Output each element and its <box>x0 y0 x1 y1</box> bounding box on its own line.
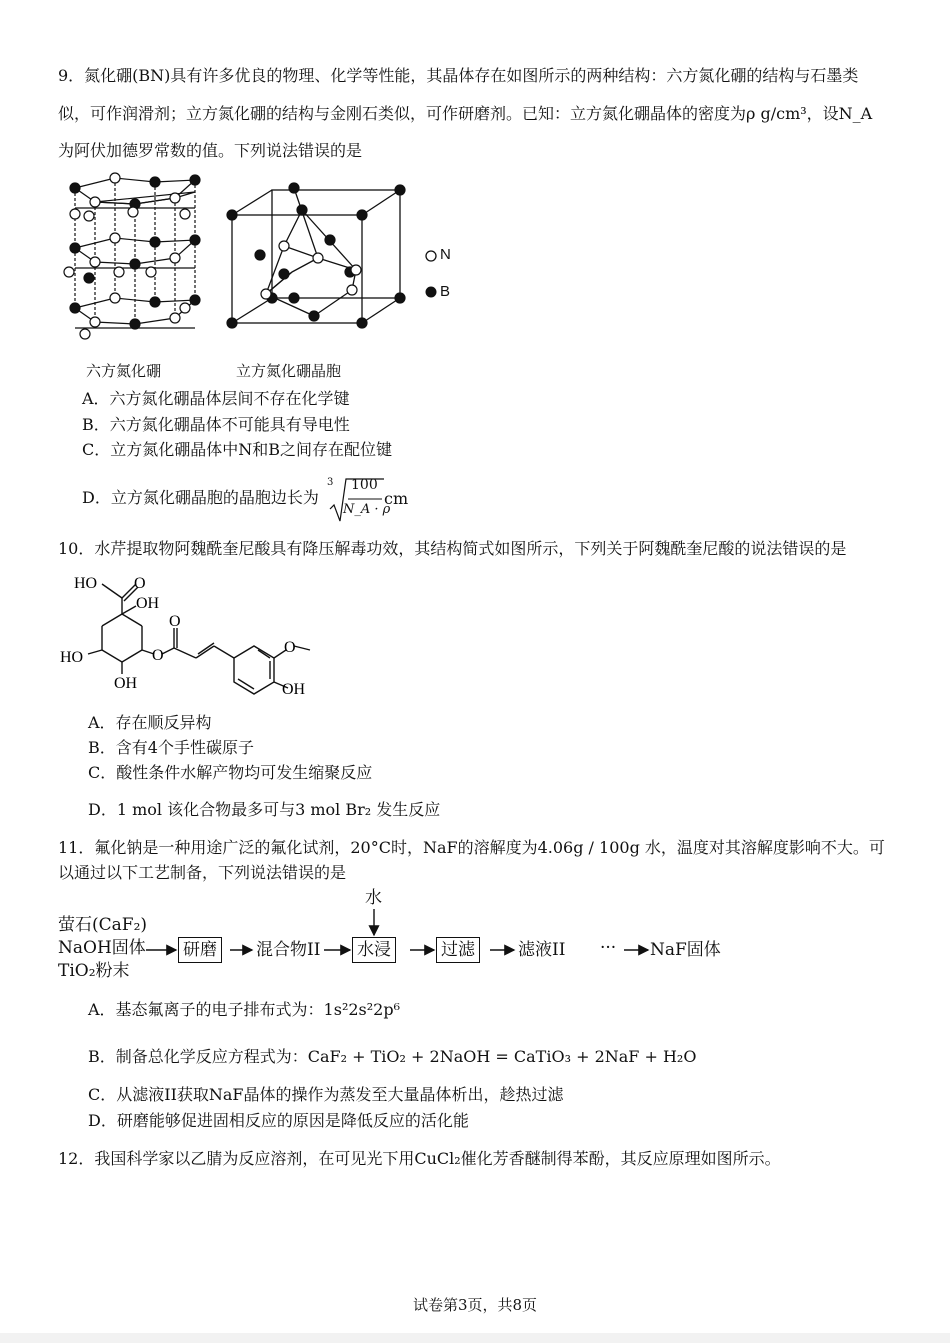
q9-stem-line3: 为阿伏加德罗常数的值。下列说法错误的是 <box>58 141 363 160</box>
chem-label-o-top: O <box>134 575 146 592</box>
formula-unit: cm <box>384 489 409 508</box>
flow-filtrate-ii: 滤液II <box>518 940 566 960</box>
q11-option-a: A．基态氟离子的电子排布式为：1s²2s²2p⁶ <box>88 1000 401 1019</box>
flow-mixture-ii: 混合物II <box>256 940 321 960</box>
q9-option-c: C．立方氮化硼晶体中N和B之间存在配位键 <box>82 440 393 459</box>
cubic-bn-unit-cell-figure <box>222 180 407 340</box>
nitrogen-legend-circle <box>424 249 438 263</box>
chem-label-ho-left: HO <box>60 649 84 666</box>
page-footer: 试卷第3页，共8页 <box>412 1296 538 1314</box>
legend-n-label: N <box>440 246 451 263</box>
flow-arrows <box>140 905 660 965</box>
q10-option-b: B．含有4个手性碳原子 <box>88 738 254 757</box>
q9-option-b: B．六方氮化硼晶体不可能具有导电性 <box>82 415 350 434</box>
formula-numerator: 100 <box>351 477 378 493</box>
chem-label-o-methoxy: O <box>284 639 296 656</box>
flow-step-grinding: 研磨 <box>178 937 222 963</box>
q11-option-c: C．从滤液II获取NaF晶体的操作为蒸发至大量晶体析出，趁热过滤 <box>88 1085 564 1104</box>
boron-legend-circle <box>424 285 438 299</box>
flow-water-label: 水 <box>365 888 382 908</box>
chem-label-oh-phenol: OH <box>282 681 306 698</box>
flow-step-filter: 过滤 <box>436 937 480 963</box>
q9-stem-line1: 9．氮化硼(BN)具有许多优良的物理、化学等性能，其晶体存在如图所示的两种结构：六方氮化硼的结构与石墨类 <box>58 66 859 85</box>
q9-option-d-prefix: D．立方氮化硼晶胞的晶胞边长为 <box>82 488 319 507</box>
legend-b-label: B <box>440 283 451 300</box>
q12-stem: 12．我国科学家以乙腈为反应溶剂，在可见光下用CuCl₂催化芳香醚制得苯酚，其反应原理如图所示。 <box>58 1149 781 1168</box>
q10-stem: 10．水芹提取物阿魏酰奎尼酸具有降压解毒功效，其结构简式如图所示，下列关于阿魏酰奎尼酸的说法错误的是 <box>58 539 847 558</box>
page-bottom-edge <box>0 1333 950 1343</box>
q9-option-d-formula <box>322 473 408 525</box>
chem-label-oh-bottom: OH <box>114 675 138 692</box>
q11-stem-line1: 11．氟化钠是一种用途广泛的氟化试剂，20°C时，NaF的溶解度为4.06g / 100g 水，温度对其溶解度影响不大。可 <box>58 838 885 857</box>
q9-option-a: A．六方氮化硼晶体层间不存在化学键 <box>82 389 350 408</box>
chem-label-o-carbonyl: O <box>169 613 181 630</box>
flow-reagent-fluorite: 萤石(CaF₂) <box>58 915 148 935</box>
q11-option-d: D．研磨能够促进固相反应的原因是降低反应的活化能 <box>88 1111 469 1130</box>
q10-option-c: C．酸性条件水解产物均可发生缩聚反应 <box>88 763 373 782</box>
q10-option-a: A．存在顺反异构 <box>88 713 212 732</box>
formula-denominator: N_A · ρ <box>343 502 391 517</box>
flow-product-naf: NaF固体 <box>650 940 721 960</box>
flow-ellipsis: ··· <box>600 938 617 958</box>
hexagonal-bn-structure-figure <box>55 168 215 353</box>
flow-reagent-naoh: NaOH固体 <box>58 938 146 958</box>
cubic-bn-caption: 立方氮化硼晶胞 <box>236 362 342 380</box>
q11-option-b: B．制备总化学反应方程式为：CaF₂ + TiO₂ + 2NaOH = CaTiO₃ + 2NaF + H₂O <box>88 1047 697 1066</box>
chem-label-o-ester: O <box>152 647 164 664</box>
q10-option-d: D．1 mol 该化合物最多可与3 mol Br₂ 发生反应 <box>88 800 441 819</box>
q9-stem-line2: 似，可作润滑剂；立方氮化硼的结构与金刚石类似，可作研磨剂。已知：立方氮化硼晶体的密度为ρ g/cm³，设N_A <box>58 104 873 123</box>
chem-label-ho-top: HO <box>74 575 98 592</box>
chem-label-oh-right: OH <box>136 595 160 612</box>
flow-reagent-tio2: TiO₂粉末 <box>58 961 130 981</box>
hexagonal-bn-caption: 六方氮化硼 <box>86 362 162 380</box>
q11-stem-line2: 以通过以下工艺制备，下列说法错误的是 <box>58 863 347 882</box>
flow-step-water-leach: 水浸 <box>352 937 396 963</box>
root-index: 3 <box>327 477 334 488</box>
feruloylquinic-acid-structure <box>58 566 318 698</box>
